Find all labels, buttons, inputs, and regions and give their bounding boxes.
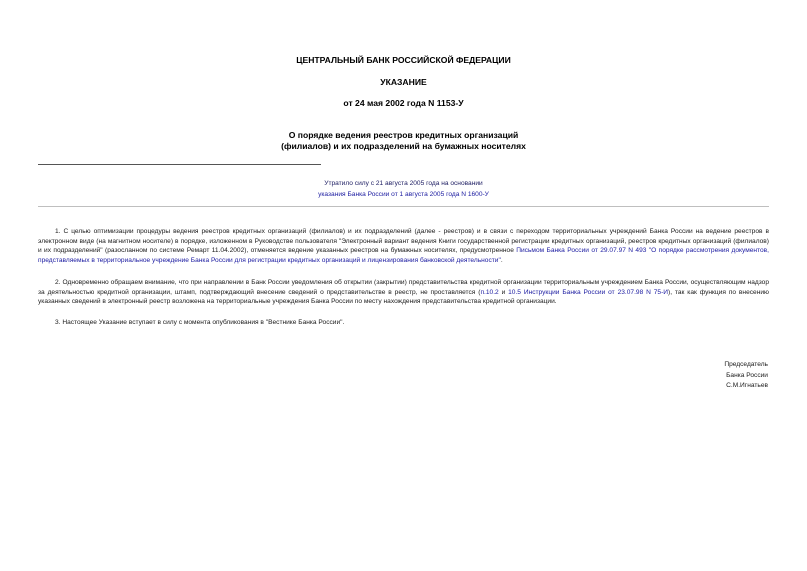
paragraph-3-text: 3. Настоящее Указание вступает в силу с момента опубликования в "Вестнике Банка России". bbox=[55, 319, 345, 326]
document-title-line1: О порядке ведения реестров кредитных организаций bbox=[288, 130, 519, 140]
paragraph-2-end: ), так как функция по внесению указанных сведений в электронный реестр возложена на территориальные учреждения Банка России по месту нахождения представительства кредитной организации. bbox=[38, 288, 769, 306]
bank-name: ЦЕНТРАЛЬНЫЙ БАНК РОССИЙСКОЙ ФЕДЕРАЦИИ bbox=[296, 55, 511, 65]
clause-10-2-link[interactable]: п.10.2 bbox=[480, 288, 499, 296]
signature-name: С.М.Игнатьев bbox=[726, 382, 768, 389]
document-title-line2: (филиалов) и их подразделений на бумажных носителях bbox=[281, 141, 526, 151]
paragraph-2-text: 2. Одновременно обращаем внимание, что при направлении в Банк России уведомления об открытии (закрытии) представительства кредитной организации территориальным учреждением Банка России, осуществляющим надзор за деятельностью кредитной организации, штамп, подтверждающий внесение сведений о представительстве в реестр, не проставляется ( bbox=[38, 279, 769, 296]
note-divider bbox=[38, 206, 769, 207]
paragraph-2 bbox=[38, 278, 769, 307]
status-note-link[interactable]: указания Банка России от 1 августа 2005 года N 1600-У bbox=[318, 191, 489, 198]
signature-block bbox=[568, 360, 768, 392]
instruction-75i-link[interactable]: 10.5 Инструкции Банка России от 23.07.98 N 75-И bbox=[508, 288, 669, 296]
document-type: УКАЗАНИЕ bbox=[380, 77, 427, 87]
signature-position: Председатель bbox=[724, 361, 768, 368]
paragraph-1 bbox=[38, 227, 769, 265]
paragraph-1-end: . bbox=[500, 256, 503, 264]
header-divider bbox=[38, 164, 321, 165]
document-date: от 24 мая 2002 года N 1153-У bbox=[343, 98, 464, 108]
paragraph-2-and: и bbox=[498, 288, 509, 296]
paragraph-3 bbox=[38, 318, 769, 328]
paragraph-1-text: 1. С целью оптимизации процедуры ведения реестров кредитных организаций (филиалов) и их подразделений (далее - реестров) и в связи с переходом территориальных учреждений Банка России на ведение реестров в электронном виде (на магнитном носителе) в порядке, изложенном в Руководстве пользователя "Электронный вариант ведения Книги государственной регистрации кредитных организаций, реестров кредитных организаций (филиалов) и их подразделений" (разосланном по системе Ремарт 11.04.2002), отменяется ведение указанных реестров на бумажных носителях, предусмотренное bbox=[38, 228, 769, 255]
status-note-text: Утратило силу с 21 августа 2005 года на основании bbox=[324, 180, 483, 187]
letter-493-link[interactable]: Письмом Банка России от 29.07.97 N 493 "О порядке рассмотрения документов, представляемых в территориальное учреждение Банка России для регистрации кредитных организаций и лицензирования банковской деятельности" bbox=[38, 247, 769, 264]
signature-org: Банка России bbox=[726, 371, 768, 379]
